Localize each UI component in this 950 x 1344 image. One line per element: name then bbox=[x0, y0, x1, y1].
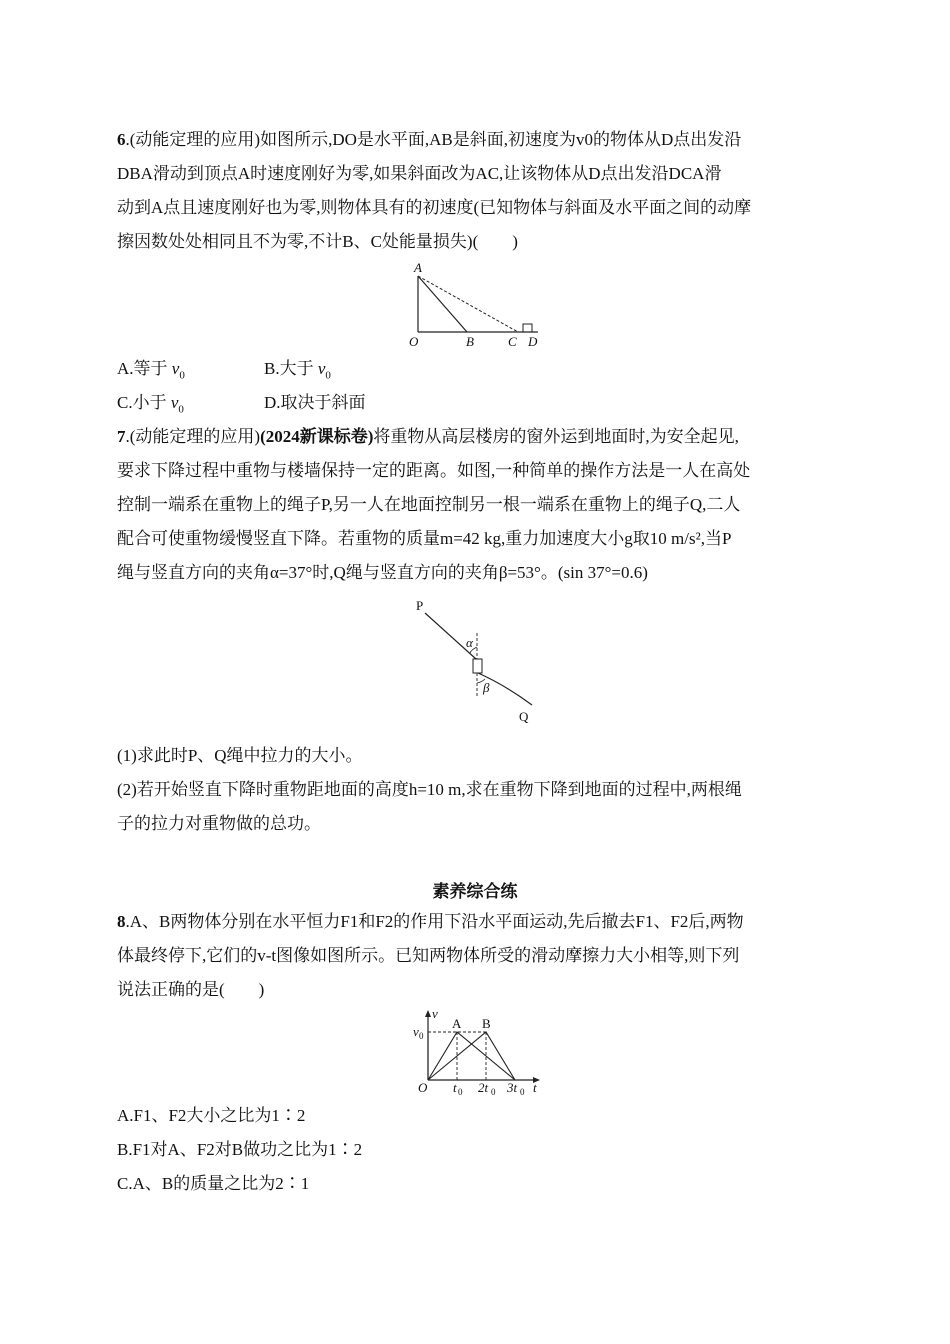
q8-label-O: O bbox=[418, 1080, 428, 1095]
q8-label-A: A bbox=[452, 1016, 462, 1031]
q8-tick-3t0: 3t bbox=[507, 1080, 518, 1095]
q8-tick-t0: t bbox=[453, 1080, 457, 1095]
q8-line-1: 8.A、B两物体分别在水平恒力F1和F2的作用下沿水平面运动,先后撤去F1、F2后,两物 bbox=[117, 912, 744, 931]
q8-tick-2t0: 2t bbox=[478, 1080, 489, 1095]
q7-label-beta: β bbox=[483, 680, 490, 695]
q8-option-b[interactable]: B.F1对A、F2对B做功之比为1∶2 bbox=[117, 1140, 363, 1159]
question-6 bbox=[117, 123, 839, 259]
q7-line-3: 控制一端系在重物上的绳子P,另一人在地面控制另一根一端系在重物上的绳子Q,二人 bbox=[117, 495, 741, 514]
q6-label-C: C bbox=[508, 334, 517, 349]
q6-label-A: A bbox=[414, 260, 422, 275]
q6-line-3: 动到A点且速度刚好也为零,则物体具有的初速度(已知物体与斜面及水平面之间的动摩 bbox=[117, 198, 752, 217]
section-title: 素养综合练 bbox=[432, 882, 518, 901]
q7-sub-2-line-2: 子的拉力对重物做的总功。 bbox=[117, 814, 321, 833]
q6-option-b[interactable]: B.大于 $v_0$ bbox=[264, 359, 331, 382]
q6-line-2: DBA滑动到顶点A时速度刚好为零,如果斜面改为AC,让该物体从D点出发沿DCA滑 bbox=[117, 164, 722, 183]
q6-incline-figure bbox=[405, 258, 555, 354]
q6-option-c[interactable]: C.小于 $v_0$ bbox=[117, 393, 184, 416]
q6-option-d[interactable]: D.取决于斜面 bbox=[264, 393, 366, 412]
q8-options bbox=[117, 1099, 839, 1201]
q8-axis-t: t bbox=[533, 1080, 537, 1095]
q7-subquestions bbox=[117, 739, 839, 841]
q8-tick-3t0-sub: 0 bbox=[520, 1087, 525, 1097]
q7-line-4: 配合可使重物缓慢竖直下降。若重物的质量m=42 kg,重力加速度大小g取10 m/s²,当P bbox=[117, 529, 732, 548]
q8-label-v0: v bbox=[413, 1024, 419, 1039]
q6-option-a[interactable]: A.等于 $v_0$ bbox=[117, 359, 185, 382]
q7-sub-2-line-1: (2)若开始竖直下降时重物距地面的高度h=10 m,求在重物下降到地面的过程中,两根绳 bbox=[117, 780, 742, 799]
q8-label-v0-sub: 0 bbox=[419, 1031, 424, 1041]
q7-label-Q: Q bbox=[519, 709, 529, 724]
q8-line-2: 体最终停下,它们的v-t图像如图所示。已知两物体所受的滑动摩擦力大小相等,则下列 bbox=[117, 946, 740, 965]
q6-label-B: B bbox=[466, 334, 474, 349]
q7-sub-1: (1)求此时P、Q绳中拉力的大小。 bbox=[117, 746, 363, 765]
q8-vt-graph bbox=[408, 1008, 548, 1098]
q6-label-O: O bbox=[409, 334, 419, 349]
q7-label-alpha: α bbox=[466, 635, 473, 650]
q6-label-D: D bbox=[528, 334, 538, 349]
q8-option-a[interactable]: A.F1、F2大小之比为1∶2 bbox=[117, 1106, 306, 1125]
q7-line-5: 绳与竖直方向的夹角α=37°时,Q绳与竖直方向的夹角β=53°。(sin 37°=0.6) bbox=[117, 563, 648, 582]
q8-label-B: B bbox=[482, 1016, 491, 1031]
q8-option-c[interactable]: C.A、B的质量之比为2∶1 bbox=[117, 1174, 310, 1193]
question-7 bbox=[117, 420, 839, 590]
q7-line-2: 要求下降过程中重物与楼墙保持一定的距离。如图,一种简单的操作方法是一人在高处 bbox=[117, 461, 751, 480]
q8-tick-2t0-sub: 0 bbox=[491, 1087, 496, 1097]
q7-label-P: P bbox=[416, 598, 424, 613]
q8-axis-v: v bbox=[432, 1006, 438, 1021]
q8-line-3: 说法正确的是( ) bbox=[117, 980, 265, 999]
q7-line-1: 7.(动能定理的应用)(2024新课标卷)将重物从高层楼房的窗外运到地面时,为安全起见, bbox=[117, 427, 739, 446]
q6-line-1: 6.(动能定理的应用)如图所示,DO是水平面,AB是斜面,初速度为v0的物体从D点出发沿 bbox=[117, 130, 742, 149]
q7-rope-figure bbox=[410, 595, 550, 725]
question-8 bbox=[117, 905, 839, 1007]
q6-line-4: 擦因数处处相同且不为零,不计B、C处能量损失)( ) bbox=[117, 232, 518, 251]
q8-tick-t0-sub: 0 bbox=[458, 1087, 463, 1097]
